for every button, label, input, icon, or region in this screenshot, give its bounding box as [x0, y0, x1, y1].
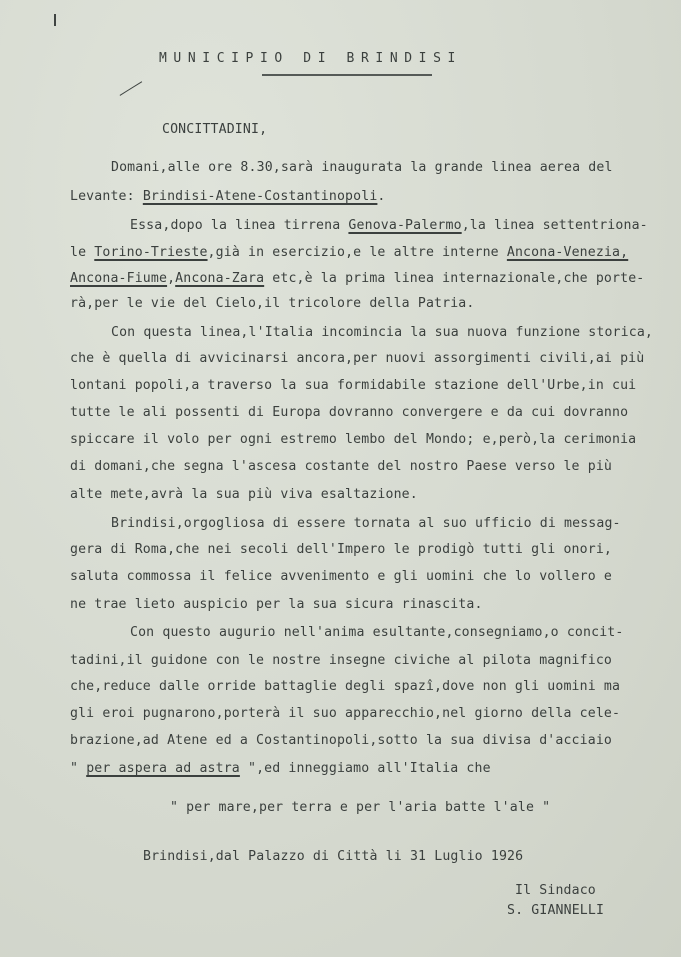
text-line: che,reduce dalle orride battaglie degli spazî,dove non gli uomini ma	[70, 679, 621, 694]
page-title: MUNICIPIO DI BRINDISI	[159, 51, 462, 66]
signatory-role: Il Sindaco	[515, 883, 596, 898]
text: Domani,alle ore 8.30,sarà inaugurata la grande linea aerea del	[111, 160, 613, 175]
route-name: Ancona-Venezia,	[506, 245, 629, 260]
text: ,	[167, 271, 176, 286]
edge-mark	[54, 14, 56, 26]
place-date: Brindisi,dal Palazzo di Città li 31 Luglio 1926	[143, 849, 524, 864]
route-name: Genova-Palermo	[348, 218, 462, 233]
text-line: Brindisi,orgogliosa di essere tornata al suo ufficio di messag-	[111, 516, 621, 531]
signatory-name: S. GIANNELLI	[507, 903, 605, 918]
title-underline	[262, 74, 432, 76]
text: ",ed inneggiamo all'Italia che	[239, 761, 491, 776]
text-line: saluta commossa il felice avvenimento e gli uomini che lo vollero e	[70, 569, 612, 584]
route-name: Ancona-Fiume	[70, 271, 168, 286]
text-line: Con questa linea,l'Italia incomincia la sua nuova funzione storica,	[111, 325, 653, 340]
text-line: di domani,che segna l'ascesa costante del nostro Paese verso le più	[70, 459, 612, 474]
text-line	[111, 160, 613, 176]
text: ,già in esercizio,e le altre interne	[207, 245, 507, 260]
text: ,la linea settentriona-	[461, 218, 648, 233]
text-line	[70, 245, 628, 261]
text: le	[70, 245, 95, 260]
text-line: Con questo augurio nell'anima esultante,consegniamo,o concit-	[130, 625, 624, 640]
text: Levante:	[70, 189, 143, 204]
text: .	[377, 189, 386, 204]
motto: per aspera ad astra	[86, 761, 240, 776]
text-line: rà,per le vie del Cielo,il tricolore della Patria.	[70, 296, 475, 311]
pen-mark	[120, 81, 143, 96]
text: "	[70, 761, 87, 776]
text-line	[130, 218, 648, 234]
text-line: lontani popoli,a traverso la sua formidabile stazione dell'Urbe,in cui	[70, 378, 637, 393]
quote: " per mare,per terra e per l'aria batte l'ale "	[170, 800, 551, 815]
salutation: CONCITTADINI,	[162, 122, 268, 137]
text-line: alte mete,avrà la sua più viva esaltazione.	[70, 487, 418, 502]
text-line: gli eroi pugnarono,porterà il suo apparecchio,nel giorno della cele-	[70, 706, 621, 721]
route-name: Brindisi-Atene-Costantinopoli	[142, 189, 378, 204]
text-line: spiccare il volo per ogni estremo lembo del Mondo; e,però,la cerimonia	[70, 432, 637, 447]
text-line: tutte le ali possenti di Europa dovranno convergere e da cui dovranno	[70, 405, 629, 420]
text-line: gera di Roma,che nei secoli dell'Impero le prodigò tutti gli onori,	[70, 542, 612, 557]
text: etc,è la prima linea internazionale,che porte-	[264, 271, 645, 286]
route-name: Torino-Trieste	[94, 245, 208, 260]
text-line	[70, 761, 491, 777]
text: Essa,dopo la linea tirrena	[130, 218, 349, 233]
text-line	[70, 271, 644, 287]
text-line	[70, 189, 386, 205]
text-line: ne trae lieto auspicio per la sua sicura rinascita.	[70, 597, 483, 612]
text-line: che è quella di avvicinarsi ancora,per nuovi assorgimenti civili,ai più	[70, 351, 645, 366]
text-line: brazione,ad Atene ed a Costantinopoli,sotto la sua divisa d'acciaio	[70, 733, 612, 748]
text-line: tadini,il guidone con le nostre insegne civiche al pilota magnifico	[70, 653, 612, 668]
route-name: Ancona-Zara	[175, 271, 265, 286]
